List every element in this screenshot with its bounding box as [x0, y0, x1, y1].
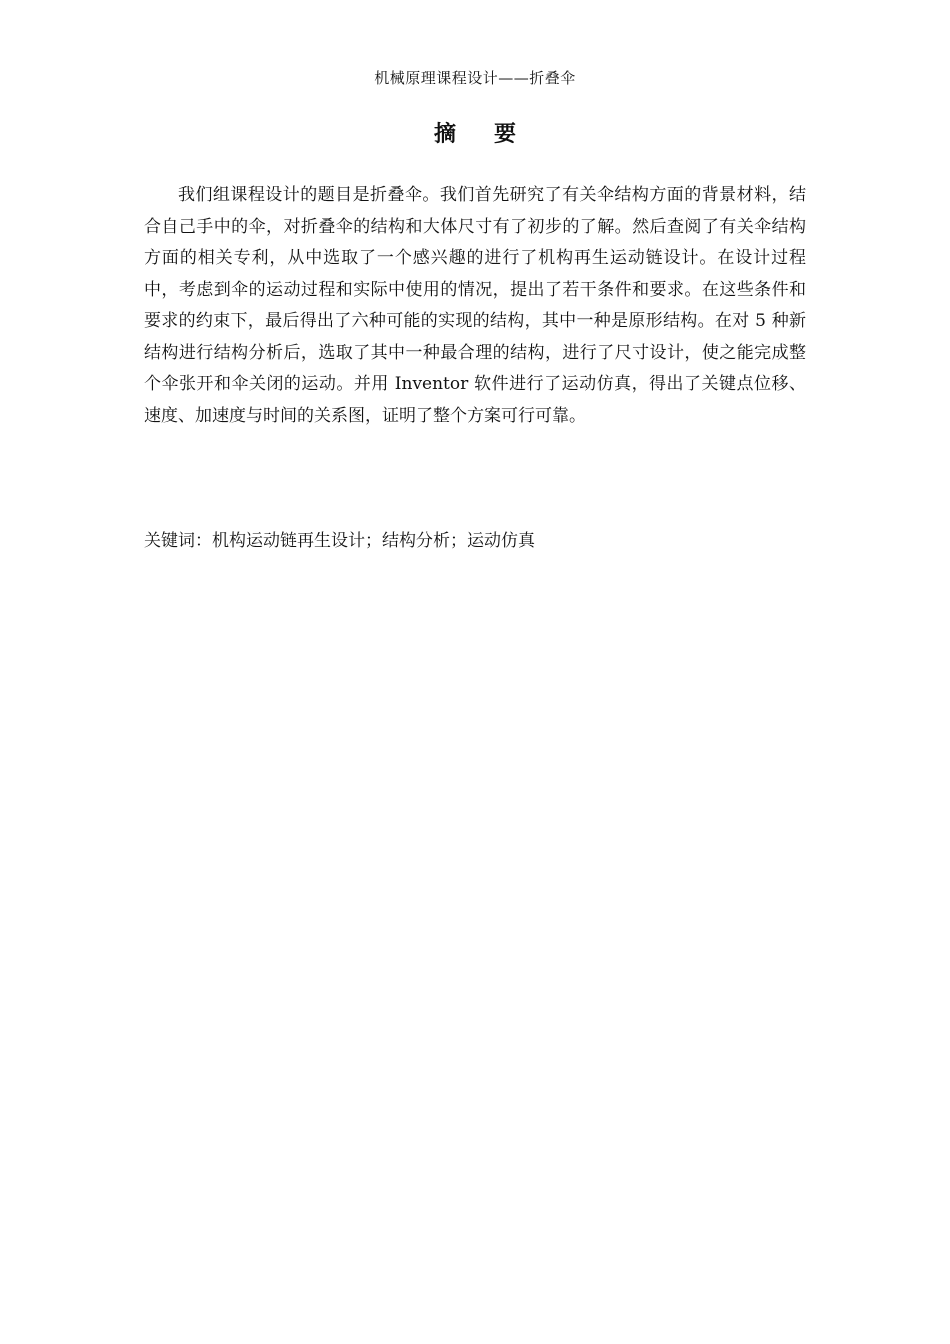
- abstract-paragraph: 我们组课程设计的题目是折叠伞。我们首先研究了有关伞结构方面的背景材料，结合自己手中的伞，对折叠伞的结构和大体尺寸有了初步的了解。然后查阅了有关伞结构方面的相关专利，从中选取了一个感兴趣的进行了机构再生运动链设计。在设计过程中，考虑到伞的运动过程和实际中使用的情况，提出了若干条件和要求。在这些条件和要求的约束下，最后得出了六种可能的实现的结构，其中一种是原形结构。在对 5 种新结构进行结构分析后，选取了其中一种最合理的结构，进行了尺寸设计，使之能完成整个伞张开和伞关闭的运动。并用 Inventor 软件进行了运动仿真，得出了关键点位移、速度、加速度与时间的关系图，证明了整个方案可行可靠。: [144, 185, 806, 426]
- keywords-line: 关键词：机构运动链再生设计；结构分析；运动仿真: [144, 531, 535, 551]
- abstract-title: 摘要: [433, 122, 554, 147]
- running-header: 机械原理课程设计——折叠伞: [374, 69, 576, 87]
